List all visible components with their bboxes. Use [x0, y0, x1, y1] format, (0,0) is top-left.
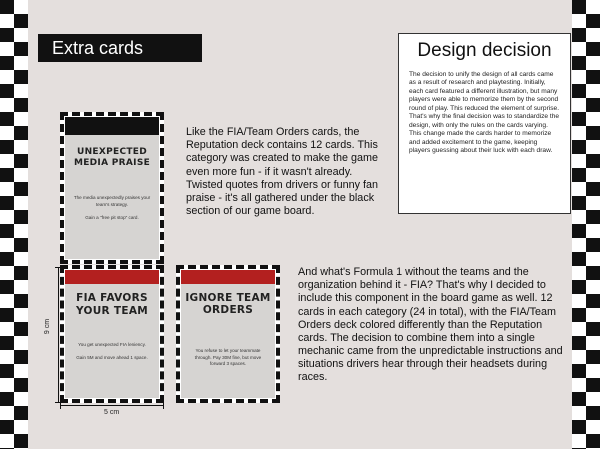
checkered-border-right	[572, 0, 600, 449]
design-decision-title: Design decision	[417, 40, 552, 61]
card-unexpected-media-praise	[60, 112, 164, 264]
width-dimension-label: 5 cm	[104, 409, 120, 416]
fia-paragraph: And what's Formula 1 without the teams and the organization behind it - FIA? That's why I decided to include this component in the board game as well. 12 cards in each category (24 in total), with the FIA/Team Orders deck colored differently than the Reputation cards. The decision to combine them into a single mechanic came from the unpredictable instructions and situations drivers hear through their headsets during races.	[298, 266, 563, 384]
card-color-band	[65, 270, 159, 284]
card-ignore-team-orders	[176, 265, 280, 403]
card-body: You refuse to let your teammate through. Pay 30M fine, but move forward 3 spaces.	[194, 348, 262, 367]
card-title: IGNORE TEAM ORDERS	[185, 292, 271, 317]
section-title: Extra cards	[38, 34, 202, 62]
reputation-paragraph: Like the FIA/Team Orders cards, the Reputation deck contains 12 cards. This category was created to make the game even more fun - if it wasn't already. Twisted quotes from drivers or funny fan praise - it's all gathered under the black section of our game board.	[186, 126, 379, 218]
height-dimension-line	[58, 267, 59, 403]
card-color-band	[65, 117, 159, 135]
design-decision-text: The decision to unify the design of all cards came as a result of research and playtesting. Initially, each card featured a different illustration, but many players were able to memorize them by the second round of play. This reduced the element of surprise. That's why the final decision was to standardize the design, with only the rules on the cards varying. This change made the cards harder to memorize and added excitement to the game, keeping players guessing about their luck with each draw.	[409, 71, 560, 154]
width-dimension-line	[60, 405, 164, 406]
card-body: The media unexpectedly praises your team's strategy. Gain a "free pit stop" card.	[73, 195, 151, 220]
checkered-border-left	[0, 0, 28, 449]
card-fia-favors-your-team	[60, 265, 164, 403]
design-decision-box	[398, 33, 571, 214]
card-title: UNEXPECTED MEDIA PRAISE	[73, 147, 151, 168]
card-color-band	[181, 270, 275, 284]
card-body: You get unexpected FIA leniency. Gain 5M and move ahead 1 space.	[76, 342, 148, 361]
card-title: FIA FAVORS YOUR TEAM	[75, 292, 149, 317]
height-dimension-label: 9 cm	[44, 318, 52, 335]
